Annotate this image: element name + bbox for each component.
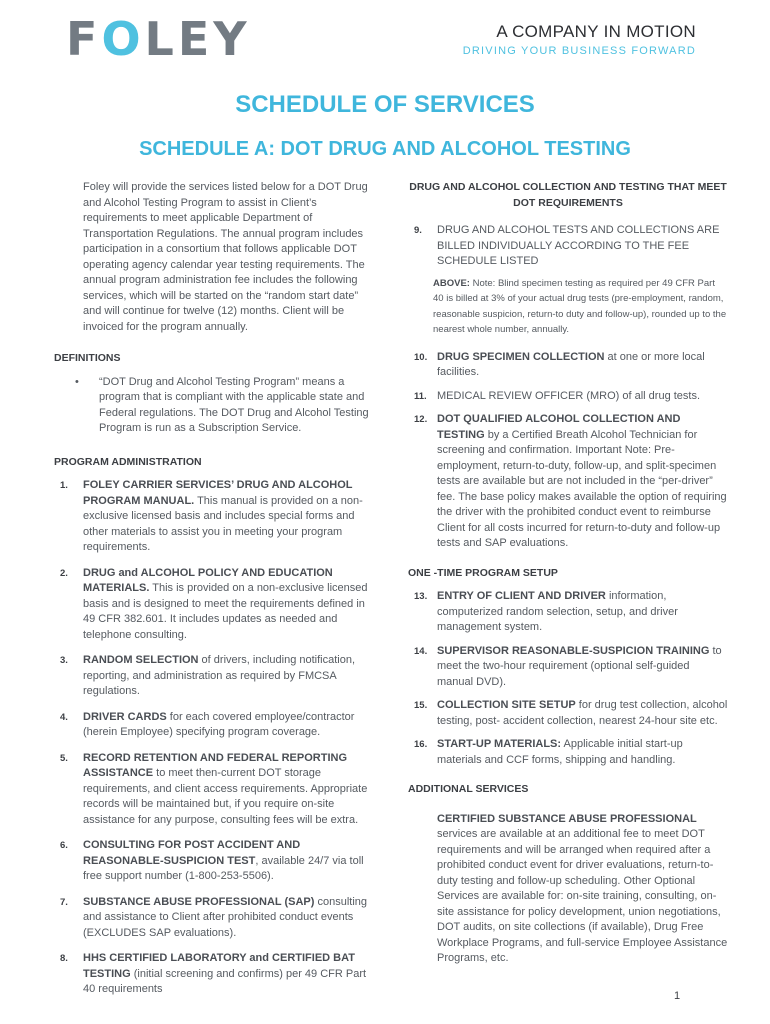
definition-text: “DOT Drug and Alcohol Testing Program” means a program that is compliant with the applicable state and Federal regulations. The DOT Drug and Alcohol Testing Program is run as a Subscription Service. xyxy=(99,375,369,434)
item-text: by a Certified Breath Alcohol Technician for screening and confirmation. Important Note: Pre-employment, return-to-duty, follow-up, and split-specimen tests are available but are not included in the “per-driver” fee. The base policy makes available the option of requiring the driver with the prohibited conduct event to reimburse Client for all costs incurred for return-to-duty and follow-up tests and SAP evaluations. xyxy=(437,428,727,549)
item-title: DOT QUALIFIED ALCOHOL COLLECTION AND TESTING xyxy=(437,413,681,441)
item-number: 6. xyxy=(60,840,68,851)
item-title: CONSULTING FOR POST ACCIDENT AND REASONABLE-SUSPICION TEST xyxy=(83,839,301,867)
item-text: at one or more local facilities. xyxy=(437,350,705,378)
list-item-5 xyxy=(54,751,372,829)
item-text: information, computerized random selection, setup, and driver management system. xyxy=(437,590,678,633)
additional-title: CERTIFIED SUBSTANCE ABUSE PROFESSIONAL xyxy=(437,812,697,825)
item-number: 4. xyxy=(60,711,68,723)
definition-item xyxy=(54,375,372,437)
item-number: 13. xyxy=(414,591,428,602)
item-number: 3. xyxy=(60,655,68,666)
item-number: 9. xyxy=(414,225,422,236)
item-text: to meet the two-hour requirement (optional self-guided manual DVD). xyxy=(437,644,722,688)
item-text: for drug test collection, alcohol testing, post- accident collection, nearest 24-hour site etc. xyxy=(437,699,728,727)
list-item-6 xyxy=(54,838,372,885)
item-number: 14. xyxy=(414,645,428,657)
list-item-10 xyxy=(408,350,728,381)
item-text: MEDICAL REVIEW OFFICER (MRO) of all drug tests. xyxy=(437,389,701,402)
list-item-2 xyxy=(54,566,372,644)
definitions-heading: DEFINITIONS xyxy=(54,352,121,364)
list-item-8 xyxy=(54,951,372,998)
item-number: 5. xyxy=(60,752,68,764)
item-title: FOLEY CARRIER SERVICES’ DRUG AND ALCOHOL PROGRAM MANUAL. xyxy=(83,479,353,507)
item-title: HHS CERTIFIED LABORATORY and CERTIFIED BAT TESTING xyxy=(83,952,355,980)
item-text: This is provided on a non-exclusive licensed basis and is designed to meet the requirements defined in 49 CFR 382.601. It includes updates as needed and telephone consulting. xyxy=(83,582,368,641)
page-title: SCHEDULE OF SERVICES xyxy=(235,91,535,118)
item-title: COLLECTION SITE SETUP xyxy=(437,699,576,711)
list-item-3 xyxy=(54,653,372,700)
item-number: 15. xyxy=(414,700,428,711)
additional-heading: ADDITIONAL SERVICES xyxy=(408,783,529,795)
additional-paragraph xyxy=(408,812,728,967)
item-number: 2. xyxy=(60,567,68,579)
list-item-16 xyxy=(408,737,728,768)
item-text: (initial screening and confirms) per 49 CFR Part 40 requirements xyxy=(83,967,367,995)
item-number: 10. xyxy=(414,351,428,363)
item-title: SUPERVISOR REASONABLE-SUSPICION TRAINING xyxy=(437,644,710,657)
item-title: RECORD RETENTION AND FEDERAL REPORTING ASSISTANCE xyxy=(83,751,348,779)
item-title: DRIVER CARDS xyxy=(83,710,167,723)
list-item-11 xyxy=(408,389,728,405)
item-number: 16. xyxy=(414,739,428,750)
item-title: SUBSTANCE ABUSE PROFESSIONAL (SAP) xyxy=(83,895,315,908)
list-item-4 xyxy=(54,710,372,741)
item-number: 11. xyxy=(414,390,427,402)
left-column xyxy=(54,180,372,998)
item-text: , available 24/7 via toll free support number (1-800-253-5506). xyxy=(83,854,364,882)
item-text: consulting and assistance to Client after prohibited conduct events (EXCLUDES SAP evaluations). xyxy=(83,895,368,939)
subtagline-text: DRIVING YOUR BUSINESS FORWARD xyxy=(462,45,696,57)
page-subtitle: SCHEDULE A: DOT DRUG AND ALCOHOL TESTING xyxy=(139,138,631,160)
header-tagline xyxy=(463,22,696,60)
logo-letters-ley: LEY xyxy=(144,12,251,66)
note-text: Note: Blind specimen testing as required per 49 CFR Part 40 is billed at 3% of your actual drug tests (pre-employment, random, reasonable suspicion, return-to duty and follow-up), rounded up to the nearest whole number, annually. xyxy=(433,277,727,335)
list-item-12 xyxy=(408,412,728,552)
tagline-text: A COMPANY IN MOTION xyxy=(496,22,696,41)
item-title: RANDOM SELECTION xyxy=(83,654,199,666)
note-label: ABOVE: xyxy=(433,277,470,289)
drug-alcohol-heading: DRUG AND ALCOHOL COLLECTION AND TESTING THAT MEET DOT REQUIREMENTS xyxy=(409,181,727,209)
blind-specimen-note xyxy=(408,276,728,338)
list-item-13 xyxy=(408,589,728,636)
item-number: 8. xyxy=(60,953,68,964)
item-title: START-UP MATERIALS: xyxy=(437,738,562,750)
list-item-1 xyxy=(54,478,372,556)
item-text: Applicable initial start-up materials and CCF forms, shipping and handling. xyxy=(437,738,683,766)
item-title: ENTRY OF CLIENT AND DRIVER xyxy=(437,590,606,602)
list-item-15 xyxy=(408,698,728,729)
item-text: DRUG AND ALCOHOL TESTS AND COLLECTIONS ARE BILLED INDIVIDUALLY ACCORDING TO THE FEE SCHEDULE LISTED xyxy=(437,224,720,267)
additional-text: services are available at an additional fee to meet DOT requirements and will be arranged when required after a prohibited conduct event for driver evaluations, return-to- duty testing and follow-up scheduling. Other Optional Services are available for: on-site training, consulting, on-site assistance for policy development, union negotiations, DOT audits, on site collections (if available), Drug Free Workplace Programs, and full-service Employee Assistance Programs, etc. xyxy=(437,828,728,964)
list-item-9 xyxy=(408,223,728,270)
list-item-14 xyxy=(408,644,728,691)
item-number: 1. xyxy=(60,480,68,491)
item-title: DRUG SPECIMEN COLLECTION xyxy=(437,350,605,363)
item-text: for each covered employee/contractor (herein Employee) specifying program coverage. xyxy=(83,710,355,738)
item-text: to meet then-current DOT storage requirements, and client access requirements. Appropriate records will be maintained but, if you require on-site assistance for any purpose, consulting fees will be extra. xyxy=(83,767,368,826)
item-number: 12. xyxy=(414,414,428,425)
intro-paragraph: Foley will provide the services listed below for a DOT Drug and Alcohol Testing Program to assist in Client’s requirements to meet applicable Department of Transportation Regulations. The annual program includes participation in a consortium that follows applicable DOT operating agency calendar year testing requirements. The annual program administration fee includes the following services, which will be started on the “random start date” and will continue for twelve (12) months. Client will be invoiced for the program annually. xyxy=(83,181,368,333)
item-number: 7. xyxy=(60,896,68,908)
foley-logo xyxy=(66,12,251,66)
right-column xyxy=(408,180,728,967)
list-item-7 xyxy=(54,895,372,942)
item-title: DRUG and ALCOHOL POLICY AND EDUCATION MATERIALS. xyxy=(83,566,333,594)
logo-letter-f: F xyxy=(66,12,102,66)
bullet-icon: • xyxy=(75,375,79,388)
program-admin-heading: PROGRAM ADMINISTRATION xyxy=(54,455,202,468)
item-text: This manual is provided on a non-exclusive licensed basis and includes special forms and other materials to assist you in meeting your program requirements. xyxy=(83,494,363,553)
item-text: of drivers, including notification, reporting, and administration as required by FMCSA regulations. xyxy=(83,654,356,697)
page-number: 1 xyxy=(674,990,681,1002)
setup-heading: ONE -TIME PROGRAM SETUP xyxy=(408,566,558,579)
logo-letter-o: O xyxy=(101,12,145,66)
